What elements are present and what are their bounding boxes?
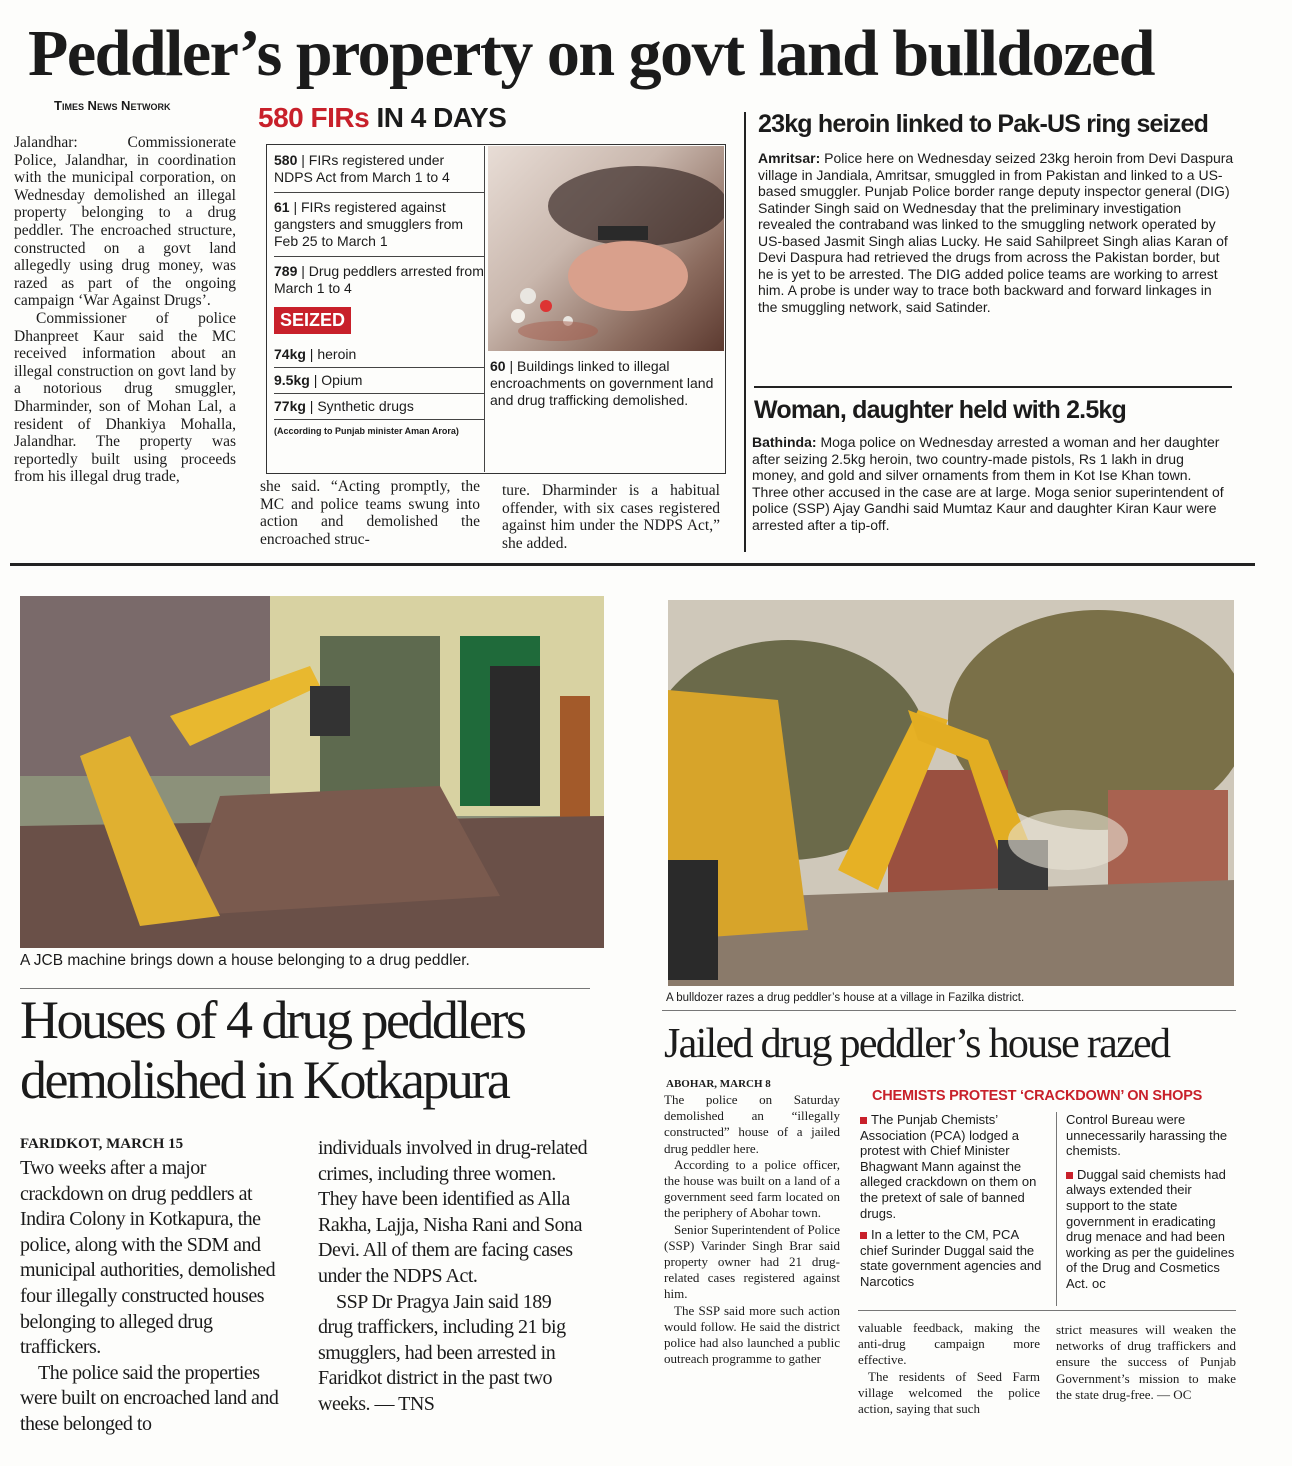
abohar-para-1: The police on Saturday demolished an “illegally constructed” house of a jailed drug peddler here. (664, 1092, 840, 1156)
kotkapura-column-1 (20, 1156, 292, 1438)
stat-text: FIRs registered against gangsters and smugglers from Feb 25 to March 1 (274, 199, 464, 249)
lead-column-1 (14, 134, 236, 486)
stat-number: 60 (490, 358, 506, 374)
fir-box-title-black: IN 4 DAYS (376, 102, 507, 133)
fir-box-title-red: 580 FIRs (258, 102, 370, 133)
chemists-point-1: The Punjab Chemists’ Association (PCA) lodged a protest with Chief Minister Bhagwant Mann against the alleged crackdown on them on the pretext of sale of banned drugs. (860, 1112, 1037, 1221)
chemists-point-3: Control Bureau were unnecessarily harassing the chemists. (1066, 1112, 1228, 1159)
abohar-para-4: The SSP said more such action would follow. He said the district police had also launched a public outreach programme to gather (664, 1302, 840, 1367)
lead-para-2: Commissioner of police Dhanpreet Kaur said the MC received information about an illegal construction on govt land by a notorious drug smuggler, Dharminder, son of Mohan Lal, a resident of Dhankiya Mohalla, Jalandhar. The property was reportedly built using proceeds from his illegal drug trade, (14, 309, 236, 486)
jcb-scene (20, 596, 604, 948)
page-fold-rule (10, 563, 1255, 566)
fir-box (258, 102, 724, 472)
buildings-stat: 60 | Buildings linked to illegal encroachments on government land and drug trafficking demolished. (490, 358, 714, 408)
seized-number: 9.5kg (274, 372, 310, 388)
abohar-column-2 (858, 1320, 1040, 1417)
woman-text: Moga police on Wednesday arrested a woman and her daughter after seizing 2.5kg heroin, two country-made pistols, Rs 1 lakh in drug money, and gold and silver ornaments from them in Kot Ise Khan town. Three other accused in the case are at large. Moga senior superintendent of police (SSP) Ajay Gandhi said Mumtaz Kaur and daughter Kiran Kaur were arrested after a tip-off. (752, 434, 1224, 533)
woman-headline: Woman, daughter held with 2.5kg (754, 396, 1127, 424)
main-headline: Peddler’s property on govt land bulldozed (28, 17, 1154, 90)
bulldozer-scene (668, 600, 1234, 986)
heroin-text: Police here on Wednesday seized 23kg heroin from Devi Daspura village in Jandiala, Amritsar, smuggled in from Pakistan and linked to a US-based smuggler. Punjab Police border range deputy inspector general (DIG) Satinder Singh said on Wednesday that the preliminary investigation revealed the contraband was linked to the smuggling network operated by US-based Jasmit Singh alias Lucky. He said Sahilpreet Singh alias Karan of Devi Daspura had retrieved the drugs from across the Pakistan border, but he is yet to be arrested. The DIG added police teams are working to arrest him. A probe is under way to trace both backward and forward linkages in the smuggling network, said Satinder. (758, 150, 1234, 315)
top-column-divider (744, 112, 746, 552)
chemists-point-2: In a letter to the CM, PCA chief Surinder Duggal said the state government agencies and Narcotics (860, 1227, 1042, 1289)
abohar-column-1 (664, 1092, 840, 1367)
chemists-sidebar-title: CHEMISTS PROTEST ‘CRACKDOWN’ ON SHOPS (872, 1088, 1203, 1104)
abohar-para-2: According to a police officer, the house was built on a land of a government seed farm located on the periphery of Abohar town. (664, 1156, 840, 1221)
sidebar-bottom-rule (858, 1310, 1236, 1311)
kotkapura-para-2: The police said the properties were built on encroached land and these belonged to (20, 1361, 279, 1435)
stat-row: 580 | FIRs registered under NDPS Act from March 1 to 4 (274, 152, 484, 193)
sidebar-divider (1056, 1112, 1057, 1306)
kotkapura-para-4: SSP Dr Pragya Jain said 189 drug traffickers, including 21 big smugglers, had been arrested in Faridkot district in the past two weeks. — TNS (318, 1290, 566, 1415)
chemists-sidebar-col-2 (1066, 1112, 1236, 1292)
box-source: (According to Punjab minister Aman Arora) (274, 426, 459, 436)
lead-column-3: ture. Dharminder is a habitual offender, with six cases registered against him under the NDPS Act,” she added. (502, 482, 720, 552)
abohar-headline: Jailed drug peddler’s house razed (664, 1021, 1170, 1067)
hand-illustration (488, 146, 724, 351)
seized-text: Opium (321, 372, 363, 388)
stat-row: 789 | Drug peddlers arrested from March 1 to 4 (274, 263, 484, 296)
stat-row: 61 | FIRs registered against gangsters and smugglers from Feb 25 to March 1 (274, 199, 484, 257)
heroin-headline: 23kg heroin linked to Pak-US ring seized (758, 110, 1209, 138)
fazilka-caption: A bulldozer razes a drug peddler’s house at a village in Fazilka district. (666, 992, 1025, 1004)
abohar-caption-rule (662, 1010, 1236, 1011)
seized-row: 74kg | heroin (274, 342, 484, 368)
kotkapura-dateline: FARIDKOT, MARCH 15 (20, 1136, 184, 1152)
stat-number: 580 (274, 152, 298, 168)
woman-dateline: Bathinda: (752, 434, 817, 450)
seized-label: SEIZED (274, 307, 351, 334)
jcb-photo-kotkapura (20, 596, 604, 948)
box-divider (484, 146, 485, 472)
red-square-bullet-icon (860, 1232, 867, 1239)
caption-rule (20, 988, 590, 989)
abohar-para-3: Senior Superintendent of Police (SSP) Varinder Singh Brar said property owner had 21 drug-related cases registered against him. (664, 1221, 840, 1302)
abohar-para-6: The residents of Seed Farm village welcomed the police action, saying that such (858, 1368, 1040, 1417)
stat-text: FIRs registered under NDPS Act from March 1 to 4 (274, 152, 450, 185)
lead-para-1: Jalandhar: Commissionerate Police, Jalandhar, in coordination with the municipal corporation, on Wednesday demolished an illegal property belonging to a drug peddler. The encroached structure, constructed on a govt land allegedly using drug money, was razed as part of the ongoing campaign ‘War Against Drugs’. (14, 134, 236, 310)
byline: Times News Network (54, 98, 171, 113)
seized-text: Synthetic drugs (317, 398, 414, 414)
heroin-body (758, 150, 1234, 315)
red-square-bullet-icon (1066, 1172, 1073, 1179)
chemists-point-4: Duggal said chemists had always extended their support to the state government in eradicating drug menace and had been working as per the guidelines of the Drug and Cosmetics Act. oc (1066, 1166, 1235, 1291)
bulldozer-photo-fazilka (668, 600, 1234, 986)
abohar-para-5: valuable feedback, making the anti-drug campaign more effective. (858, 1320, 1040, 1368)
kotkapura-headline: Houses of 4 drug peddlers demolished in Kotkapura (20, 990, 525, 1110)
stat-text: Drug peddlers arrested from March 1 to 4 (274, 263, 484, 296)
abohar-column-3 (1056, 1322, 1236, 1403)
lead-column-2: she said. “Acting promptly, the MC and police teams swung into action and demolished the encroached struc- (260, 478, 480, 548)
drugs-photo (488, 146, 724, 351)
right-story-divider (754, 386, 1232, 388)
seized-row: 9.5kg | Opium (274, 368, 484, 394)
stat-text: Buildings linked to illegal encroachments on government land and drug trafficking demolished. (490, 358, 714, 408)
seized-text: heroin (317, 346, 357, 362)
kotkapura-para-3: individuals involved in drug-related crimes, including three women. They have been identified as Alla Rakha, Lajja, Nisha Rani and Sona Devi. All of them are facing cases under the NDPS Act. (318, 1137, 588, 1287)
seized-number: 74kg (274, 346, 306, 362)
kotkapura-caption: A JCB machine brings down a house belonging to a drug peddler. (20, 952, 470, 969)
seized-row: 77kg | Synthetic drugs (274, 394, 484, 420)
heroin-dateline: Amritsar: (758, 150, 821, 166)
stat-number: 789 (274, 263, 298, 279)
seized-number: 77kg (274, 398, 306, 414)
abohar-dateline: ABOHAR, MARCH 8 (666, 1078, 771, 1090)
kotkapura-para-1: Two weeks after a major crackdown on drug peddlers at Indira Colony in Kotkapura, the police, along with the SDM and municipal authorities, demolished four illegally constructed houses belonging to alleged drug traffickers. (20, 1157, 276, 1359)
kotkapura-column-2 (318, 1136, 588, 1418)
abohar-para-7: strict measures will weaken the networks of drug traffickers and ensure the success of Punjab Government’s mission to make the state drug-free. — OC (1056, 1322, 1236, 1402)
woman-body (752, 434, 1230, 533)
fir-box-title (258, 102, 724, 134)
red-square-bullet-icon (860, 1117, 867, 1124)
stat-number: 61 (274, 199, 290, 215)
chemists-sidebar-col-1 (860, 1112, 1046, 1290)
